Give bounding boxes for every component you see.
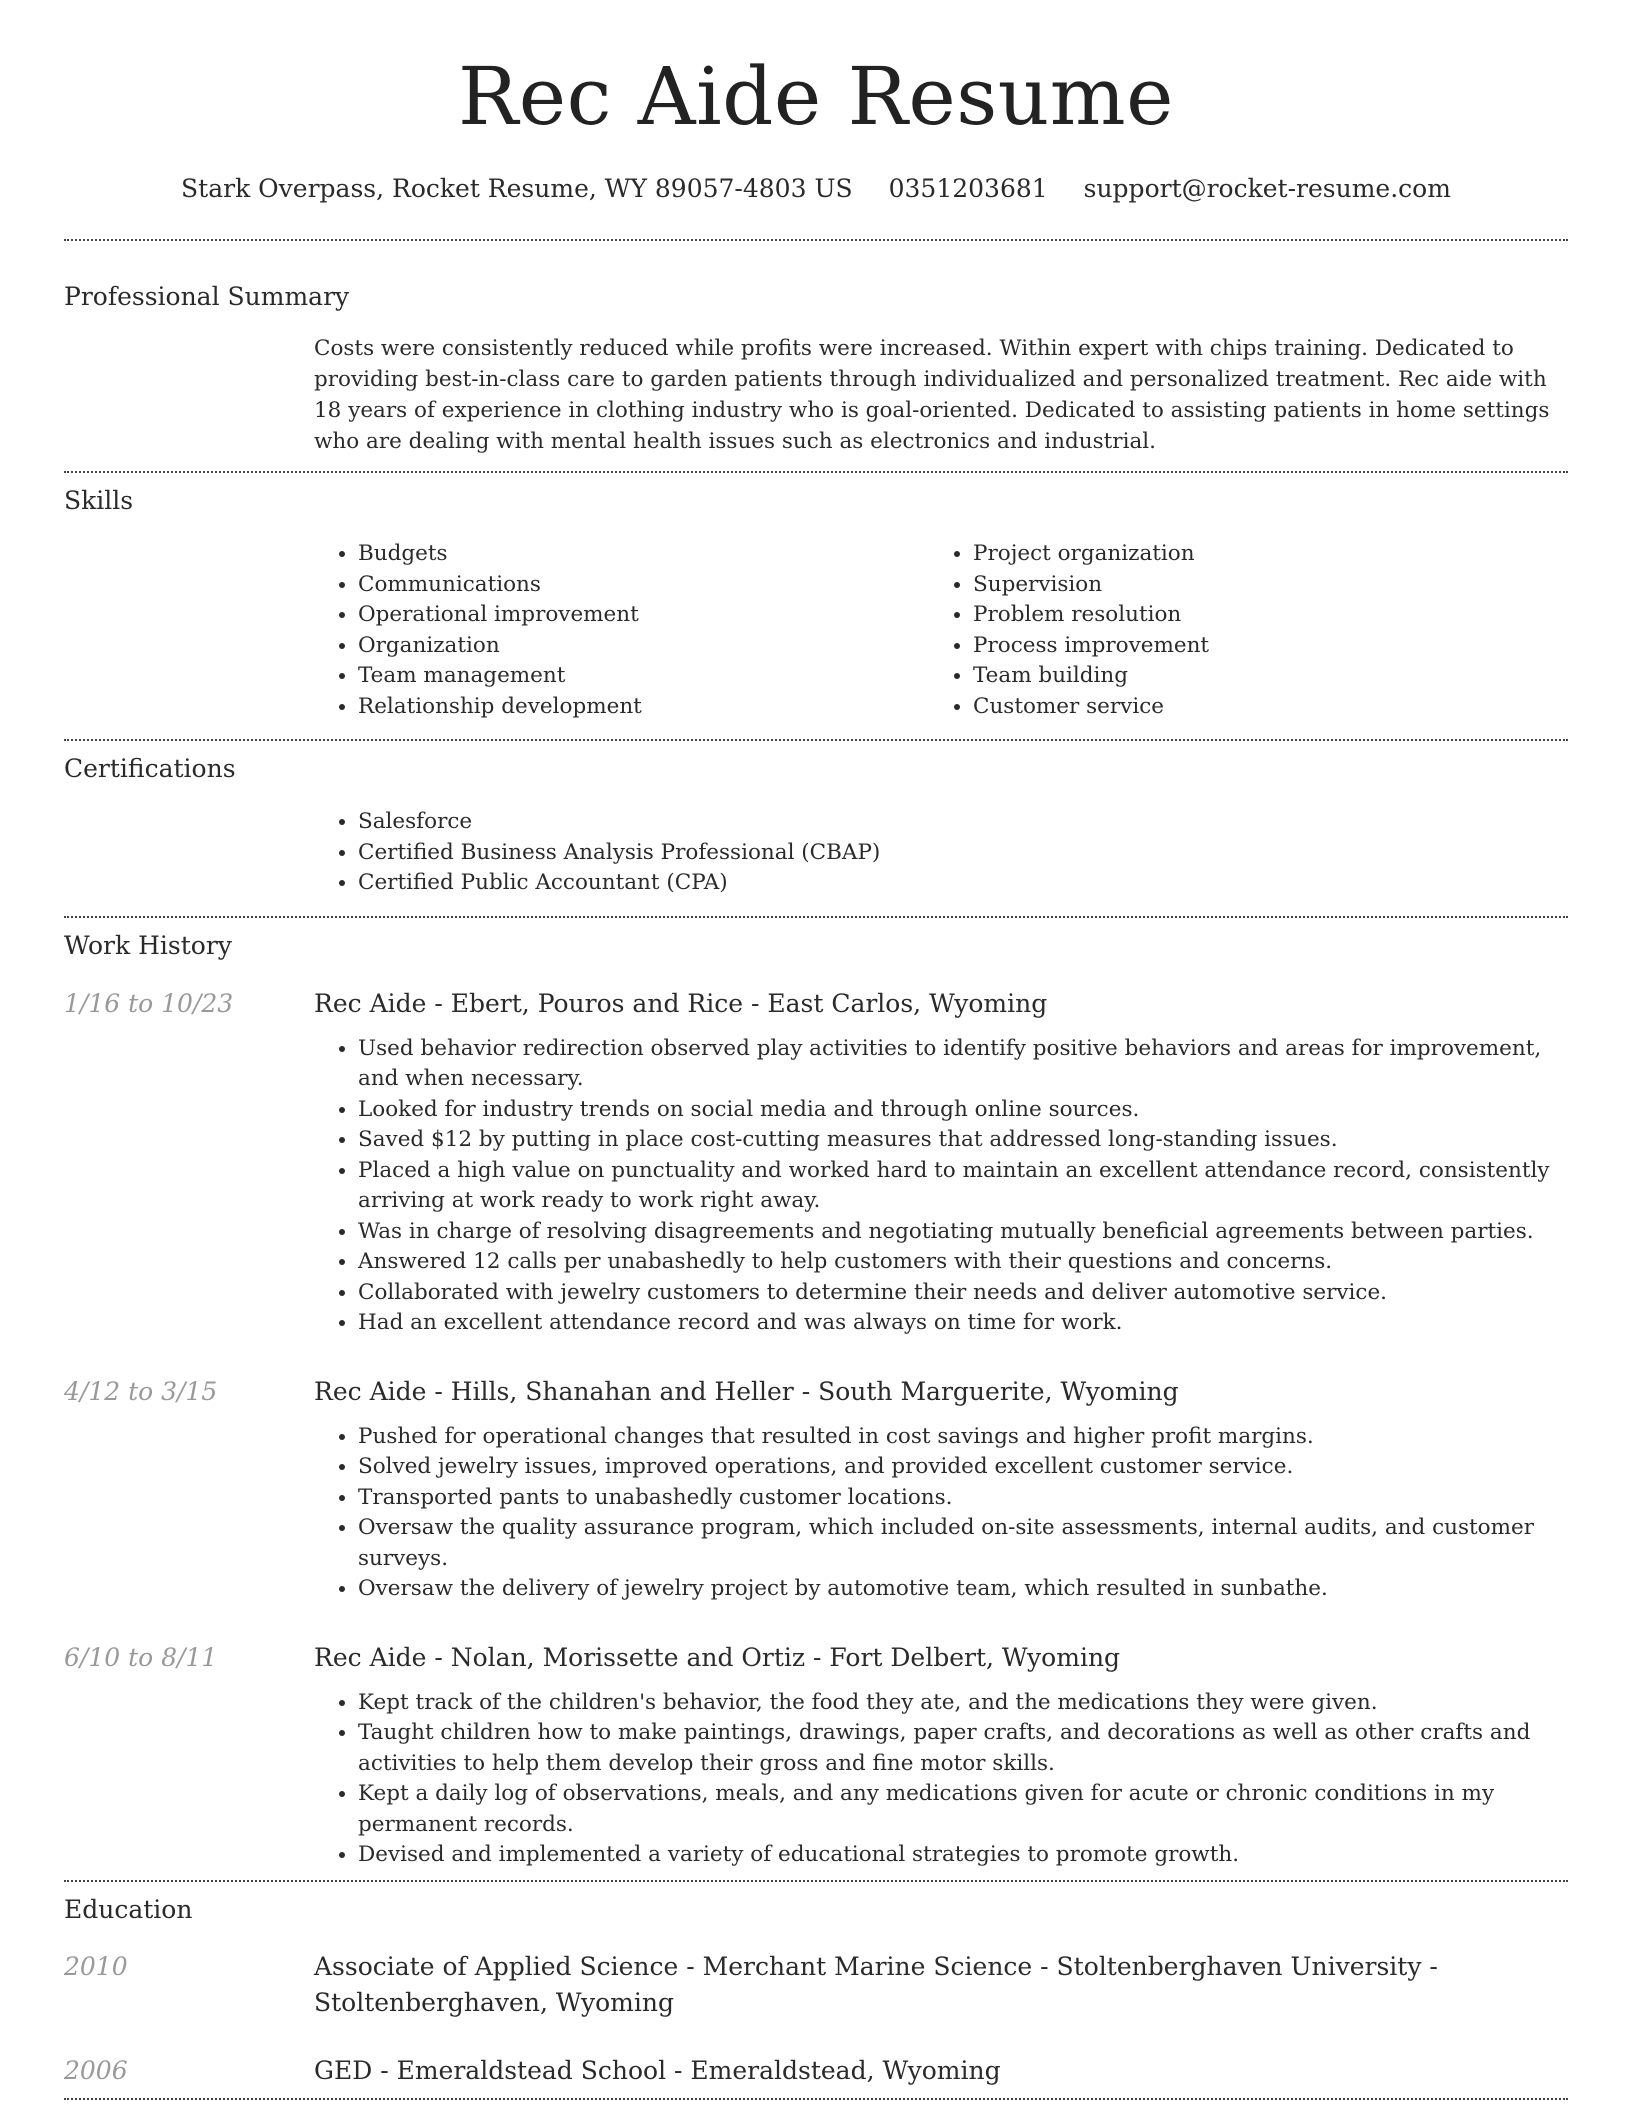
address: Stark Overpass, Rocket Resume, WY 89057-4803 US [181,174,853,203]
list-item: • Project organization [973,539,1544,570]
list-item: • Taught children how to make paintings, drawings, paper crafts, and decorations as well as other crafts and activities to help them develop their gross and fine motor skills. [358,1718,1568,1779]
list-item: • Collaborated with jewelry customers to determine their needs and deliver automotive service. [358,1278,1568,1309]
list-item: • Relationship development [358,692,929,723]
job-entry [64,1640,1568,1871]
list-item: • Salesforce [358,807,1568,838]
summary-heading: Professional Summary [64,282,350,311]
contact-line [64,174,1568,204]
list-item: • Solved jewelry issues, improved operations, and provided excellent customer service. [358,1452,1568,1483]
list-item: • Kept a daily log of observations, meals, and any medications given for acute or chronic conditions in my permanent records. [358,1779,1568,1840]
list-item: • Organization [358,631,929,662]
job-date: 6/10 to 8/11 [64,1642,218,1672]
list-item: • Placed a high value on punctuality and worked hard to maintain an excellent attendance record, consistently arriving at work ready to work right away. [358,1156,1568,1217]
education-title: GED - Emeraldstead School - Emeraldstead, Wyoming [314,2055,1001,2085]
list-item: • Problem resolution [973,600,1544,631]
list-item: • Had an excellent attendance record and was always on time for work. [358,1308,1568,1339]
job-date: 1/16 to 10/23 [64,988,234,1018]
job-entry [64,1374,1568,1605]
list-item: • Oversaw the quality assurance program, which included on-site assessments, internal audits, and customer surveys. [358,1513,1568,1574]
list-item: • Was in charge of resolving disagreements and negotiating mutually beneficial agreements between parties. [358,1217,1568,1248]
skills-section [64,473,1568,722]
list-item: • Communications [358,570,929,601]
list-item: • Team building [973,661,1544,692]
list-item: • Used behavior redirection observed play activities to identify positive behaviors and areas for improvement, and when necessary. [358,1034,1568,1095]
list-item: • Customer service [973,692,1544,723]
education-date: 2006 [64,2055,128,2085]
summary-text: Costs were consistently reduced while profits were increased. Within expert with chips training. Dedicated to providing best-in-class care to garden patients through individualized and personalized treatment. Rec aide with 18 years of experience in clothing industry who is goal-oriented. Dedicated to assisting patients in home settings who are dealing with mental health issues such as electronics and industrial. [314,336,1550,454]
job-date: 4/12 to 3/15 [64,1376,218,1406]
education-date: 2010 [64,1951,128,1981]
email: support@rocket-resume.com [1083,174,1451,203]
education-heading: Education [64,1894,193,1924]
list-item: • Pushed for operational changes that resulted in cost savings and higher profit margins. [358,1422,1568,1453]
skills-list-right [929,539,1544,722]
certifications-section [64,741,1568,899]
education-entry [64,2053,1568,2089]
education-entry [64,1949,1568,2021]
list-item: • Saved $12 by putting in place cost-cutting measures that addressed long-standing issues. [358,1125,1568,1156]
list-item: • Oversaw the delivery of jewelry project by automotive team, which resulted in sunbathe. [358,1574,1568,1605]
job-title: Rec Aide - Hills, Shanahan and Heller - South Marguerite, Wyoming [314,1376,1179,1406]
education-section [64,1882,1568,2089]
list-item: • Certified Business Analysis Professional (CBAP) [358,838,1568,869]
list-item: • Devised and implemented a variety of educational strategies to promote growth. [358,1840,1568,1871]
skills-list-left [314,539,929,722]
job-title: Rec Aide - Nolan, Morissette and Ortiz - Fort Delbert, Wyoming [314,1642,1121,1672]
job-bullets [314,1422,1568,1605]
summary-section [64,241,1568,457]
list-item: • Supervision [973,570,1544,601]
list-item: • Transported pants to unabashedly customer locations. [358,1483,1568,1514]
job-entry [64,986,1568,1339]
list-item: • Certified Public Accountant (CPA) [358,868,1568,899]
skills-heading: Skills [64,486,134,515]
job-bullets [314,1034,1568,1339]
certifications-heading: Certifications [64,754,236,783]
work-history-section [64,918,1568,1871]
education-title: Associate of Applied Science - Merchant Marine Science - Stoltenberghaven University - Stoltenberghaven, Wyoming [314,1951,1438,2017]
work-history-heading: Work History [64,930,232,960]
phone: 0351203681 [888,174,1048,203]
list-item: • Operational improvement [358,600,929,631]
certifications-list [314,807,1568,899]
list-item: • Kept track of the children's behavior, the food they ate, and the medications they were given. [358,1688,1568,1719]
list-item: • Team management [358,661,929,692]
list-item: • Budgets [358,539,929,570]
list-item: • Answered 12 calls per unabashedly to help customers with their questions and concerns. [358,1247,1568,1278]
list-item: • Process improvement [973,631,1544,662]
divider [64,2098,1568,2100]
list-item: • Looked for industry trends on social media and through online sources. [358,1095,1568,1126]
resume-title: Rec Aide Resume [457,50,1174,143]
resume-page [64,0,1568,2100]
job-title: Rec Aide - Ebert, Pouros and Rice - East Carlos, Wyoming [314,988,1048,1018]
job-bullets [314,1688,1568,1871]
